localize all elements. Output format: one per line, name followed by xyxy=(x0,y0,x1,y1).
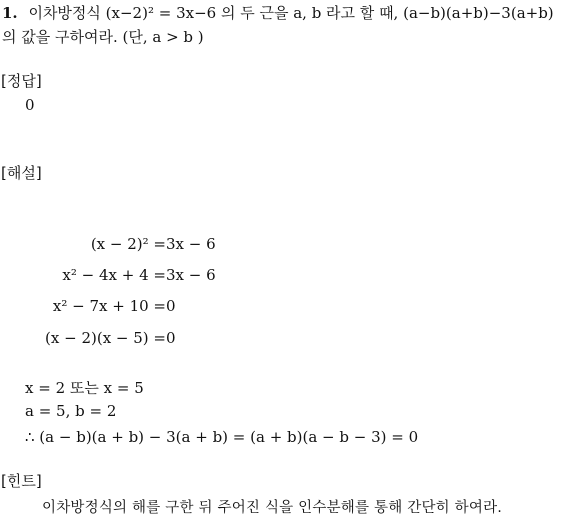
equation-4-lhs: (x − 2)(x − 5) = xyxy=(45,329,166,347)
solution-ab-line: a = 5, b = 2 xyxy=(25,402,117,420)
equation-4-rhs: 0 xyxy=(166,329,176,347)
hint-text: 이차방정식의 해를 구한 뒤 주어진 식을 인수분해를 통해 간단히 하여라. xyxy=(42,500,503,516)
equation-1-rhs: 3x − 6 xyxy=(166,235,216,253)
equation-1-lhs: (x − 2)² = xyxy=(90,235,166,253)
answer-value: 0 xyxy=(25,96,35,114)
answer-label: [정답] xyxy=(1,72,42,90)
solution-label: [해설] xyxy=(1,164,42,182)
hint-label: [힌트] xyxy=(1,472,42,490)
solution-result-line: ∴ (a − b)(a + b) − 3(a + b) = (a + b)(a − b − 3) = 0 xyxy=(25,428,419,446)
problem-line-1 xyxy=(2,2,554,23)
equation-3-lhs: x² − 7x + 10 = xyxy=(52,297,166,315)
equation-2-rhs: 3x − 6 xyxy=(166,266,216,284)
problem-number: 1. xyxy=(2,4,18,22)
equation-3-rhs: 0 xyxy=(166,297,176,315)
problem-line-2: 의 값을 구하여라. (단, a > b ) xyxy=(2,28,204,46)
equation-2-lhs: x² − 4x + 4 = xyxy=(62,266,166,284)
solution-roots-line: x = 2 또는 x = 5 xyxy=(25,379,144,397)
problem-text-1: 이차방정식 (x−2)² = 3x−6 의 두 근을 a, b 라고 할 때, (a−b)(a+b)−3(a+b) xyxy=(28,4,554,22)
